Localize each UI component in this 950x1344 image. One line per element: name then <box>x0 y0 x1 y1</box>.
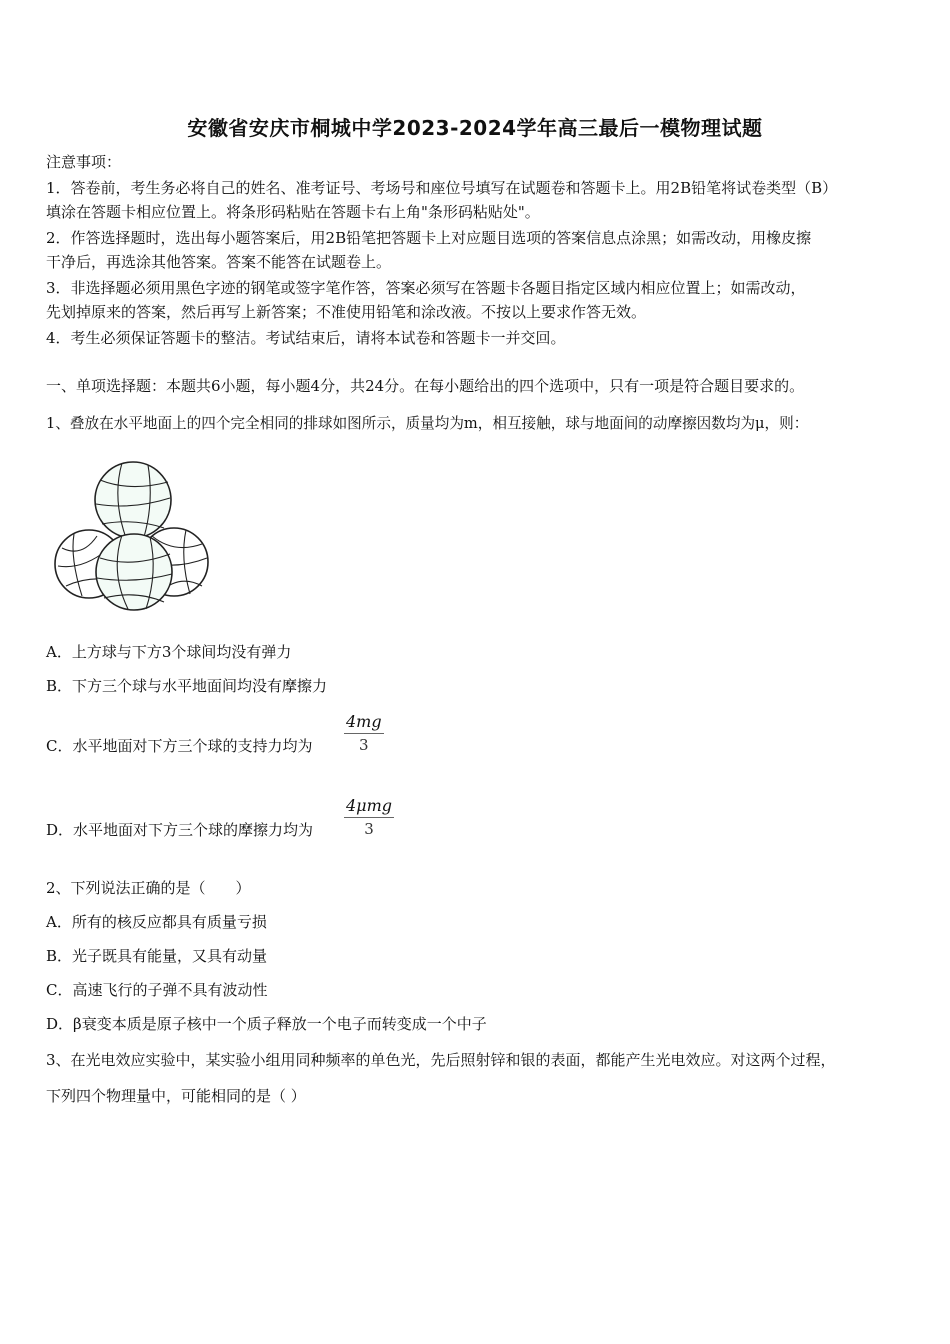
q1-option-d-fraction <box>344 796 394 838</box>
q1-option-d: D．水平地面对下方三个球的摩擦力均为 <box>46 821 314 839</box>
fraction-bar <box>344 733 384 734</box>
note-line: 3．非选择题必须用黑色字迹的钢笔或签字笔作答，答案必须写在答题卡各题目指定区域内相应位置上；如需改动， <box>46 279 806 297</box>
fraction-denominator: 3 <box>359 736 369 754</box>
question-3-stem: 3、在光电效应实验中，某实验小组用同种频率的单色光，先后照射锌和银的表面，都能产生光电效应。对这两个过程， <box>46 1051 836 1069</box>
note-line: 先划掉原来的答案，然后再写上新答案；不准使用铅笔和涂改液。不按以上要求作答无效。 <box>46 303 647 321</box>
fraction-numerator: 4μmg <box>346 796 392 815</box>
q1-option-a: A．上方球与下方3个球间均没有弹力 <box>46 643 292 661</box>
q2-option-b: B．光子既具有能量，又具有动量 <box>46 947 268 965</box>
notes-heading: 注意事项： <box>46 153 122 171</box>
question-3-stem-continued: 下列四个物理量中，可能相同的是（ ） <box>46 1087 306 1105</box>
q2-option-c: C．高速飞行的子弹不具有波动性 <box>46 981 268 999</box>
section-heading: 一、单项选择题：本题共6小题，每小题4分，共24分。在每小题给出的四个选项中，只有一项是符合题目要求的。 <box>46 377 805 395</box>
note-line: 1．答卷前，考生务必将自己的姓名、准考证号、考场号和座位号填写在试题卷和答题卡上。用2B铅笔将试卷类型（B） <box>46 179 838 197</box>
fraction-denominator: 3 <box>364 820 374 838</box>
note-line: 干净后，再选涂其他答案。答案不能答在试题卷上。 <box>46 253 392 271</box>
q2-option-a: A．所有的核反应都具有质量亏损 <box>46 913 267 931</box>
fraction-numerator: 4mg <box>346 712 382 731</box>
q2-option-d: D．β衰变本质是原子核中一个质子释放一个电子而转变成一个中子 <box>46 1015 487 1033</box>
q1-option-b: B．下方三个球与水平地面间均没有摩擦力 <box>46 677 328 695</box>
note-line: 2．作答选择题时，选出每小题答案后，用2B铅笔把答题卡上对应题目选项的答案信息点涂黑；如需改动，用橡皮擦 <box>46 229 812 247</box>
volleyball-stack-figure <box>52 458 214 618</box>
q1-option-c: C．水平地面对下方三个球的支持力均为 <box>46 737 313 755</box>
question-1-stem: 1、叠放在水平地面上的四个完全相同的排球如图所示，质量均为m，相互接触，球与地面间的动摩擦因数均为μ，则： <box>46 415 809 432</box>
fraction-bar <box>344 817 394 818</box>
note-line: 4．考生必须保证答题卡的整洁。考试结束后，请将本试卷和答题卡一并交回。 <box>46 329 566 347</box>
page-title: 安徽省安庆市桐城中学2023-2024学年高三最后一模物理试题 <box>187 116 763 140</box>
q1-option-c-fraction <box>344 712 384 754</box>
note-line: 填涂在答题卡相应位置上。将条形码粘贴在答题卡右上角"条形码粘贴处"。 <box>46 203 540 221</box>
front-ball <box>96 534 172 610</box>
question-2-stem: 2、下列说法正确的是（ ） <box>46 879 251 897</box>
